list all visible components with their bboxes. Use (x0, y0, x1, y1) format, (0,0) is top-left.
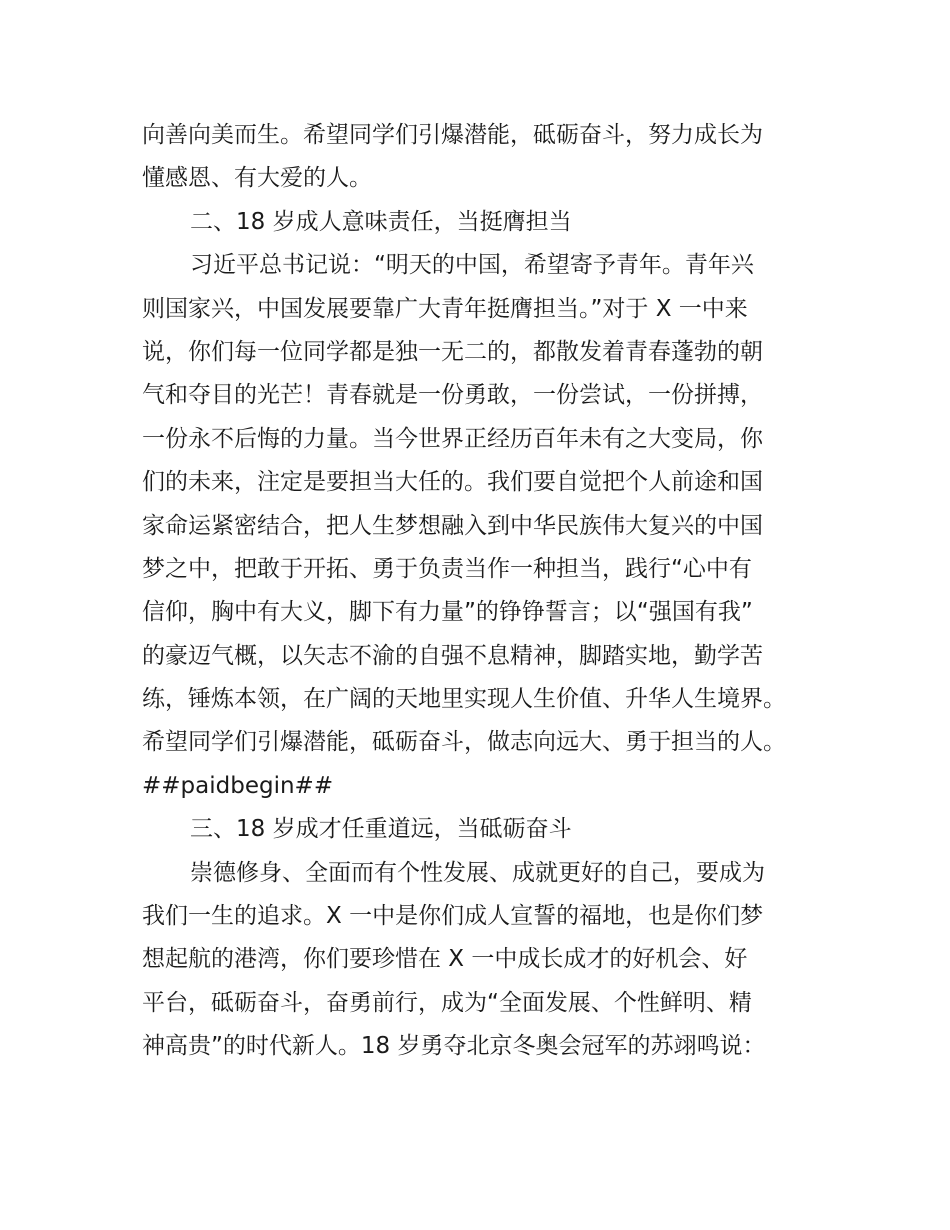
paragraph-line: 气和夺目的光芒！青春就是一份勇敢，一份尝试，一份拼搏， (142, 382, 763, 409)
document-body (142, 114, 832, 1069)
section-heading-3: 三、18 岁成才任重道远，当砥砺奋斗 (190, 816, 572, 843)
section-heading-2: 二、18 岁成人意味责任，当挺膺担当 (190, 208, 572, 235)
paragraph-line: 说，你们每一位同学都是独一无二的，都散发着青春蓬勃的朝 (142, 338, 763, 365)
paragraph-line: 平台，砥砺奋斗，奋勇前行，成为“全面发展、个性鲜明、精 (142, 989, 752, 1016)
paragraph-line: 神高贵”的时代新人。18 岁勇夺北京冬奥会冠军的苏翊鸣说： (142, 1033, 766, 1060)
paragraph-line: 懂感恩、有大爱的人。 (142, 165, 372, 192)
paragraph-line: 习近平总书记说：“明天的中国，希望寄予青年。青年兴 (190, 252, 754, 279)
paragraph-line: 的豪迈气概，以矢志不渝的自强不息精神，脚踏实地，勤学苦 (142, 642, 763, 669)
paid-marker: ##paidbegin## (142, 772, 334, 799)
paragraph-line: 们的未来，注定是要担当大任的。我们要自觉把个人前途和国 (142, 469, 763, 496)
paragraph-line: 梦之中，把敢于开拓、勇于负责当作一种担当，践行“心中有 (142, 555, 752, 582)
paragraph-line: 希望同学们引爆潜能，砥砺奋斗，做志向远大、勇于担当的人。 (142, 729, 786, 756)
paragraph-line: 想起航的港湾，你们要珍惜在 X 一中成长成才的好机会、好 (142, 946, 748, 973)
paragraph-line: 我们一生的追求。X 一中是你们成人宣誓的福地，也是你们梦 (142, 903, 764, 930)
paragraph-line: 家命运紧密结合，把人生梦想融入到中华民族伟大复兴的中国 (142, 512, 763, 539)
paragraph-line: 练，锤炼本领，在广阔的天地里实现人生价值、升华人生境界。 (142, 686, 786, 713)
paragraph-line: 信仰，胸中有大义，脚下有力量”的铮铮誓言；以“强国有我” (142, 599, 753, 626)
paragraph-line: 一份永不后悔的力量。当今世界正经历百年未有之大变局，你 (142, 425, 763, 452)
paragraph-line: 向善向美而生。希望同学们引爆潜能，砥砺奋斗，努力成长为 (142, 122, 763, 148)
paragraph-line: 崇德修身、全面而有个性发展、成就更好的自己，要成为 (190, 859, 765, 886)
paragraph-line: 则国家兴，中国发展要靠广大青年挺膺担当。”对于 X 一中来 (142, 295, 748, 322)
